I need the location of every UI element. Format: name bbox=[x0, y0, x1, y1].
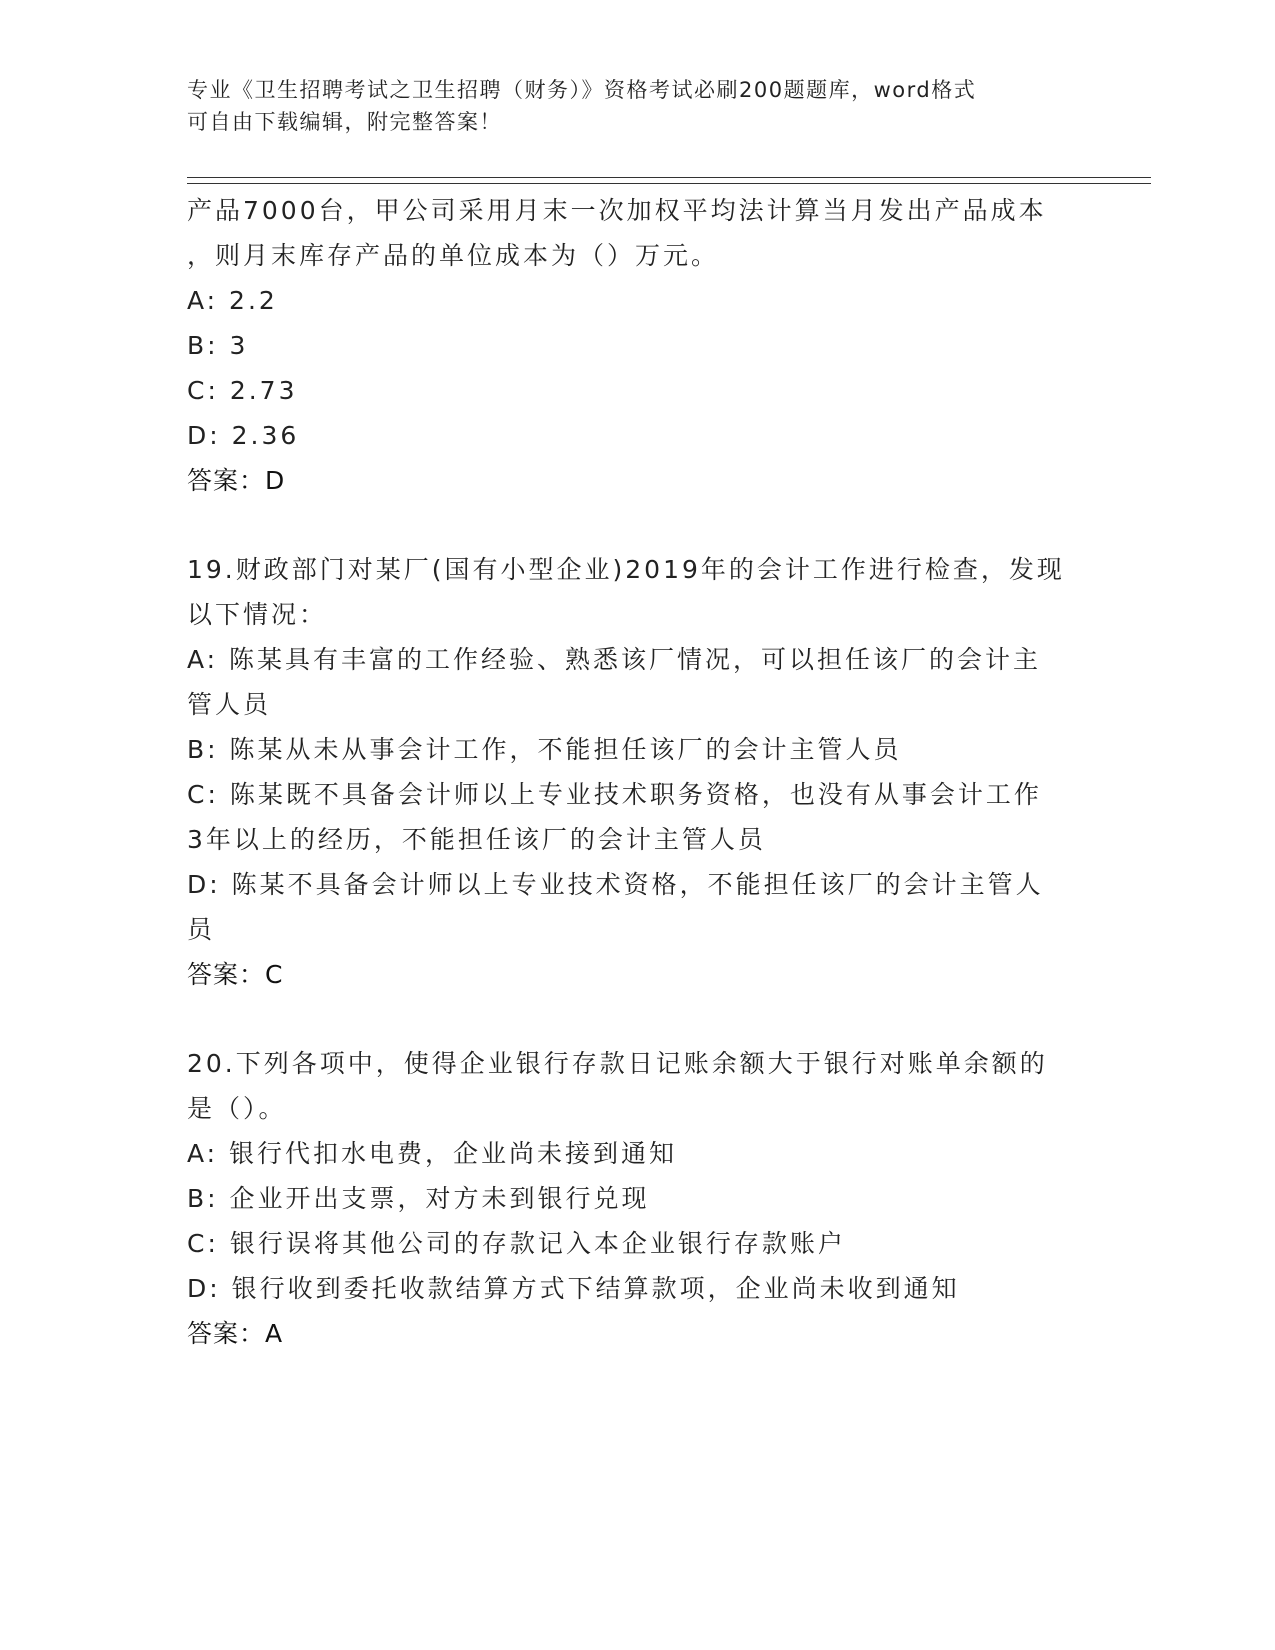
option-d: D: 陈某不具备会计师以上专业技术资格，不能担任该厂的会计主管人 bbox=[187, 870, 1044, 899]
option-c: C: 陈某既不具备会计师以上专业技术职务资格，也没有从事会计工作 bbox=[187, 780, 1042, 809]
option-b: B: 3 bbox=[187, 331, 249, 360]
question-19 bbox=[187, 547, 1067, 997]
option-b: B: 企业开出支票，对方未到银行兑现 bbox=[187, 1184, 650, 1213]
header-title-line-1: 专业《卫生招聘考试之卫生招聘（财务）》资格考试必刷200题题库，word格式 bbox=[187, 78, 977, 102]
option-b: B: 陈某从未从事会计工作，不能担任该厂的会计主管人员 bbox=[187, 735, 902, 764]
option-c: C: 2.73 bbox=[187, 376, 298, 405]
option-a: A: 陈某具有丰富的工作经验、熟悉该厂情况，可以担任该厂的会计主 bbox=[187, 645, 1042, 674]
question-stem: 19.财政部门对某厂(国有小型企业)2019年的会计工作进行检查，发现 bbox=[187, 555, 1065, 584]
answer: 答案：A bbox=[187, 1319, 284, 1348]
option-d: 员 bbox=[187, 915, 216, 944]
spacer bbox=[187, 503, 1067, 547]
option-a: 管人员 bbox=[187, 690, 272, 719]
spacer bbox=[187, 997, 1067, 1041]
option-a: A: 2.2 bbox=[187, 286, 278, 315]
question-content bbox=[187, 188, 1067, 1356]
document-header bbox=[187, 74, 1067, 138]
question-stem: 20.下列各项中，使得企业银行存款日记账余额大于银行对账单余额的 bbox=[187, 1049, 1048, 1078]
question-stem: 产品7000台，甲公司采用月末一次加权平均法计算当月发出产品成本 bbox=[187, 196, 1047, 225]
question-20 bbox=[187, 1041, 1067, 1356]
header-divider bbox=[187, 177, 1151, 184]
option-d: D: 2.36 bbox=[187, 421, 300, 450]
answer: 答案：C bbox=[187, 960, 284, 989]
question-18 bbox=[187, 188, 1067, 503]
option-c: 3年以上的经历，不能担任该厂的会计主管人员 bbox=[187, 825, 766, 854]
option-d: D: 银行收到委托收款结算方式下结算款项，企业尚未收到通知 bbox=[187, 1274, 960, 1303]
answer: 答案：D bbox=[187, 466, 286, 495]
option-c: C: 银行误将其他公司的存款记入本企业银行存款账户 bbox=[187, 1229, 846, 1258]
header-title-line-2: 可自由下载编辑，附完整答案！ bbox=[187, 110, 502, 134]
question-stem: 是（）。 bbox=[187, 1094, 287, 1123]
question-stem: ，则月末库存产品的单位成本为（）万元。 bbox=[187, 241, 720, 270]
option-a: A: 银行代扣水电费，企业尚未接到通知 bbox=[187, 1139, 678, 1168]
question-stem: 以下情况： bbox=[187, 600, 328, 629]
